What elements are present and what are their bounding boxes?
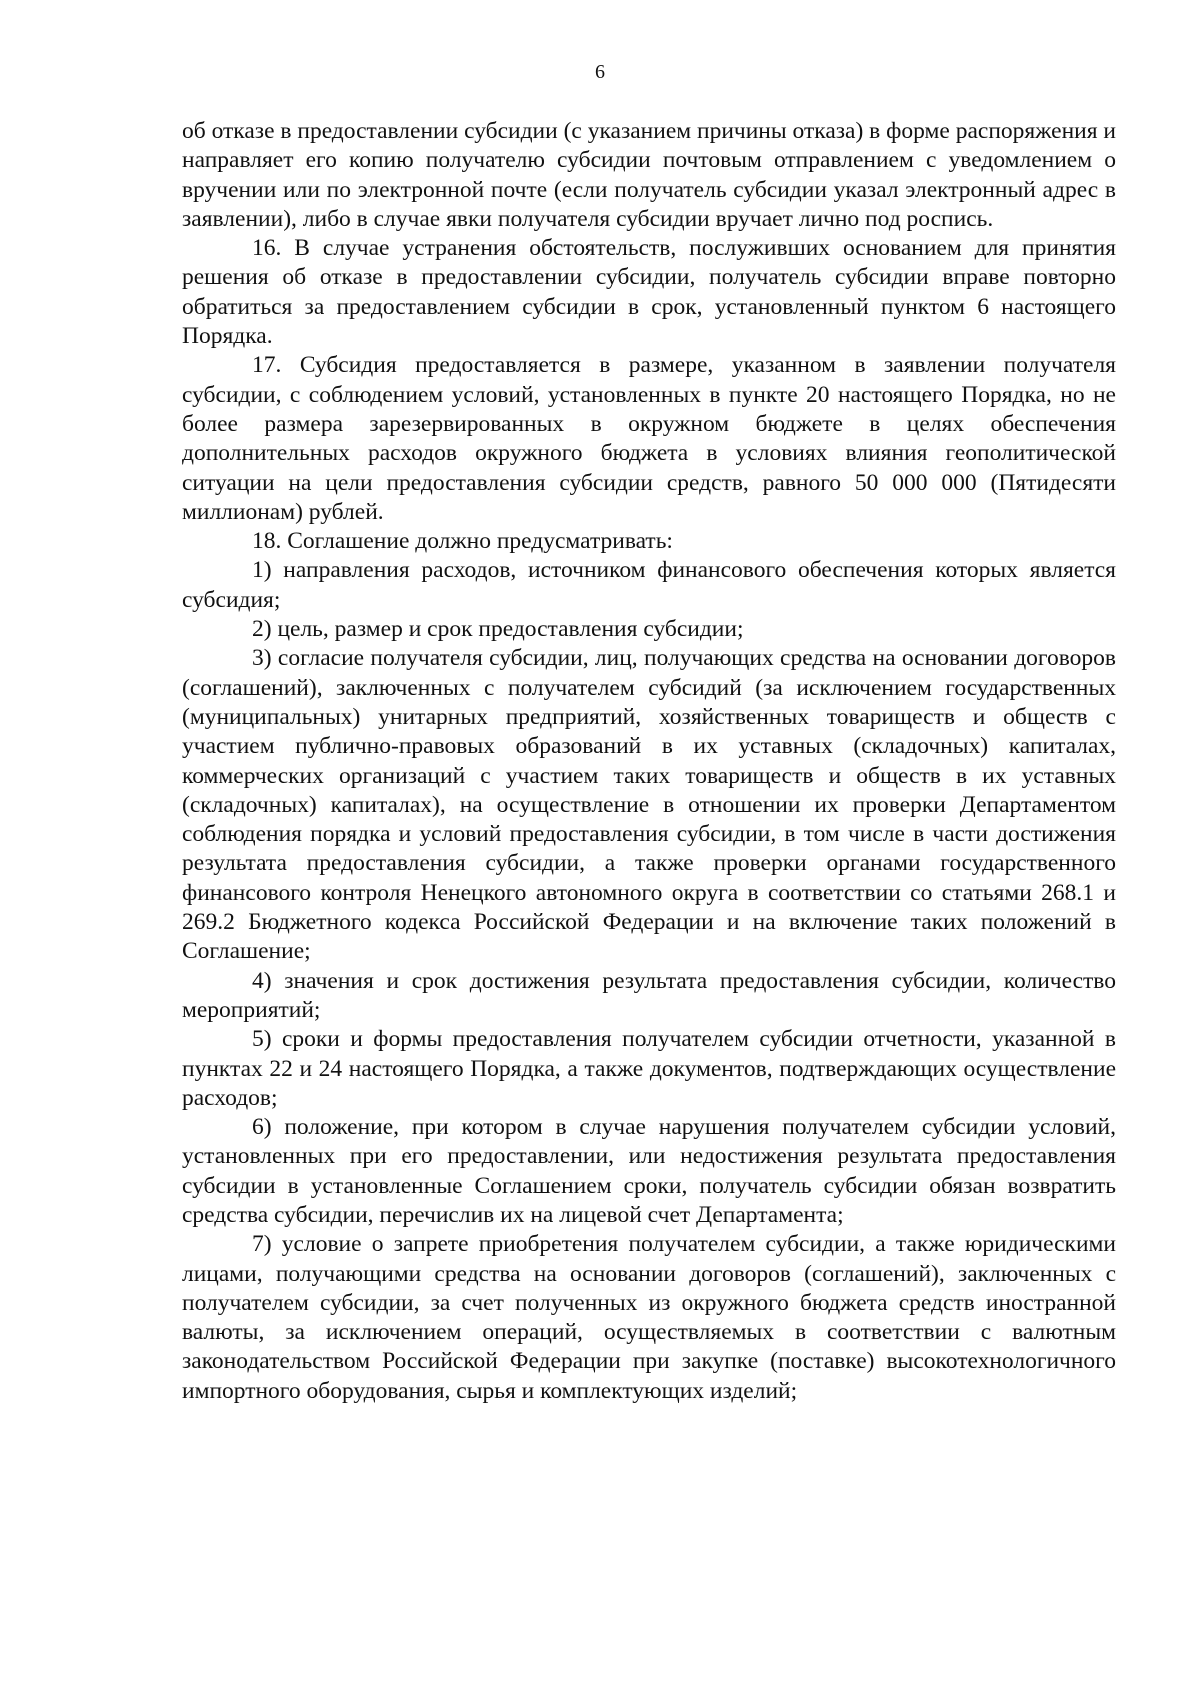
paragraph: 1) направления расходов, источником финансового обеспечения которых является субсидия; [182,557,1116,613]
paragraph: 16. В случае устранения обстоятельств, послуживших основанием для принятия решения об отказе в предоставлении субсидии, получатель субсидии вправе повторно обратиться за предоставлением субсидии в срок, установленный пунктом 6 настоящего Порядка. [182,235,1116,350]
document-body [182,117,1116,1406]
paragraph: 7) условие о запрете приобретения получателем субсидии, а также юридическими лицами, получающими средства на основании договоров (соглашений), заключенных с получателем субсидии, за счет полученных из окружного бюджета средств иностранной валюты, за исключением операций, осуществляемых в соответствии с валютным законодательством Российской Федерации при закупке (поставке) высокотехнологичного импортного оборудования, сырья и комплектующих изделий; [182,1231,1116,1404]
paragraph: 18. Соглашение должно предусматривать: [252,528,673,555]
paragraph: 2) цель, размер и срок предоставления субсидии; [252,616,744,643]
paragraph: об отказе в предоставлении субсидии (с указанием причины отказа) в форме распоряжения и направляет его копию получателю субсидии почтовым отправлением с уведомлением о вручении или по электронной почте (если получатель субсидии указал электронный адрес в заявлении), либо в случае явки получателя субсидии вручает лично под роспись. [182,118,1116,232]
paragraph: 17. Субсидия предоставляется в размере, указанном в заявлении получателя субсидии, с соблюдением условий, установленных в пункте 20 настоящего Порядка, но не более размера зарезервированных в окружном бюджете в целях обеспечения дополнительных расходов окружного бюджета в условиях влияния геополитической ситуации на цели предоставления субсидии средств, равного 50 000 000 (Пятидесяти миллионам) рублей. [182,352,1116,525]
paragraph: 3) согласие получателя субсидии, лиц, получающих средства на основании договоров (соглашений), заключенных с получателем субсидий (за исключением государственных (муниципальных) унитарных предприятий, хозяйственных товариществ и обществ с участием публично-правовых образований в их уставных (складочных) капиталах, коммерческих организаций с участием таких товариществ и обществ в их уставных (складочных) капиталах), на осуществление в отношении их проверки Департаментом соблюдения порядка и условий предоставления субсидии, в том числе в части достижения результата предоставления субсидии, а также проверки органами государственного финансового контроля Ненецкого автономного округа в соответствии со статьями 268.1 и 269.2 Бюджетного кодекса Российской Федерации и на включение таких положений в Соглашение; [182,645,1116,965]
paragraph: 6) положение, при котором в случае нарушения получателем субсидии условий, установленных при его предоставлении, или недостижения результата предоставления субсидии в установленные Соглашением сроки, получатель субсидии обязан возвратить средства субсидии, перечислив их на лицевой счет Департамента; [182,1114,1116,1228]
page-number: 6 [595,61,605,83]
paragraph: 5) сроки и формы предоставления получателем субсидии отчетности, указанной в пунктах 22 и 24 настоящего Порядка, а также документов, подтверждающих осуществление расходов; [182,1026,1116,1111]
paragraph: 4) значения и срок достижения результата предоставления субсидии, количество мероприятий; [182,967,1116,1023]
